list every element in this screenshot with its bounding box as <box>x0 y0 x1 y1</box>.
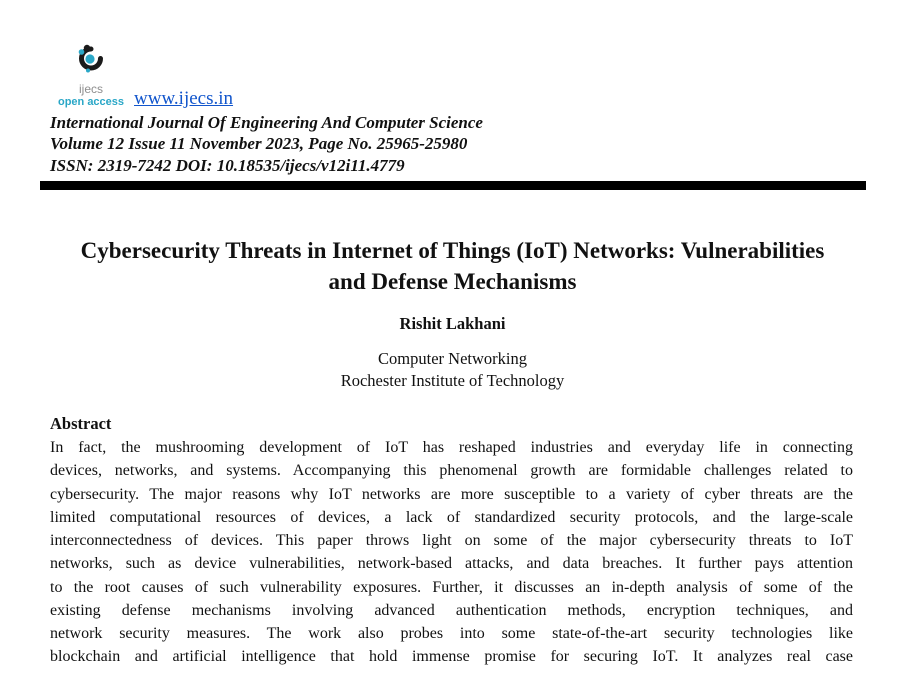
journal-info <box>50 112 855 177</box>
affiliation-line: Computer Networking <box>378 349 527 369</box>
paper-page <box>0 44 905 678</box>
abstract-line: existing defense mechanisms involving advanced authentication methods, encryption techniques, and <box>50 601 853 619</box>
abstract-line: devices, networks, and systems. Accompanying this phenomenal growth are formidable challenges related to <box>50 462 853 480</box>
journal-header <box>0 44 905 176</box>
affiliation-line: Rochester Institute of Technology <box>340 371 565 391</box>
author-name: Rishit Lakhani <box>399 314 506 334</box>
affiliation <box>0 348 905 392</box>
abstract-line: In fact, the mushrooming development of IoT has reshaped industries and everyday life in connecting <box>50 439 853 457</box>
logo-row <box>57 44 905 109</box>
abstract-line: interconnectedness of devices. This paper throws light on some of the major cybersecurity threats to IoT <box>50 532 853 550</box>
journal-name: International Journal Of Engineering And Computer Science <box>50 112 483 132</box>
open-access-label: open access <box>57 95 125 108</box>
ijecs-logo-icon <box>75 44 107 82</box>
header-divider-rule <box>40 181 866 190</box>
abstract-line: to the root causes of such vulnerability exposures. Further, it discusses an in-depth analysis of some of the <box>50 578 853 596</box>
volume-issue-line: Volume 12 Issue 11 November 2023, Page No. 25965-25980 <box>50 134 468 154</box>
article-title: Cybersecurity Threats in Internet of Things (IoT) Networks: Vulnerabilities and Defense Mechanisms <box>80 238 825 295</box>
website-link[interactable]: www.ijecs.in <box>134 87 234 109</box>
abstract-line: blockchain and artificial intelligence that hold immense promise for securing IoT. It analyzes real case <box>50 648 853 666</box>
abstract-line: network security measures. The work also probes into some state-of-the-art security technologies like <box>50 624 853 642</box>
abstract-line: networks, such as device vulnerabilities, network-based attacks, and data breaches. It further pays attention <box>50 555 853 573</box>
abstract-section <box>50 413 853 668</box>
ijecs-logo <box>57 44 125 109</box>
issn-doi-line: ISSN: 2319-7242 DOI: 10.18535/ijecs/v12i11.4779 <box>50 155 405 175</box>
article-body <box>0 235 905 668</box>
logo-wordmark: ijecs <box>78 82 103 96</box>
abstract-heading: Abstract <box>50 414 112 434</box>
abstract-line: limited computational resources of devices, a lack of standardized security protocols, and the large-scale <box>50 508 853 526</box>
abstract-line: cybersecurity. The major reasons why IoT networks are more susceptible to a variety of cyber threats are the <box>50 485 853 503</box>
